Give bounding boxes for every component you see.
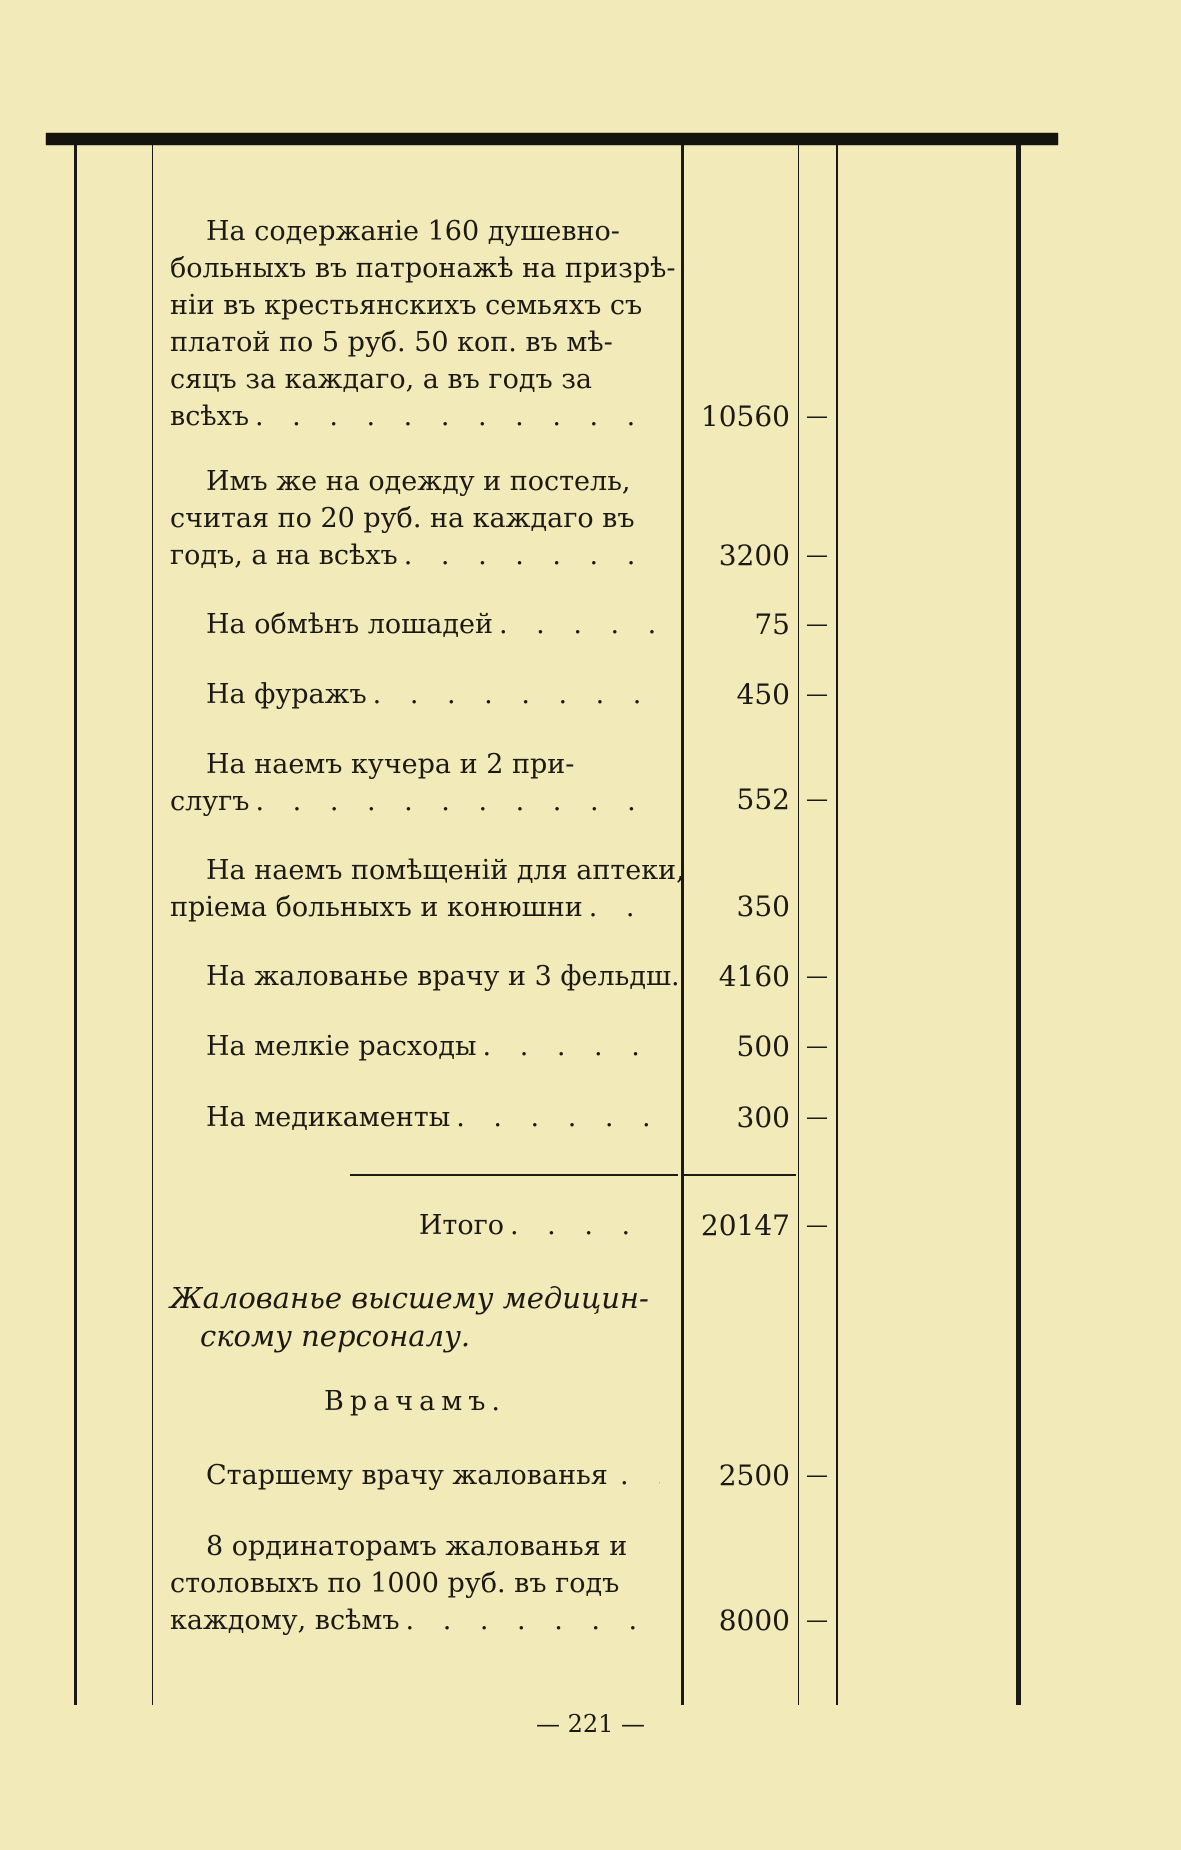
salary-item — [170, 1528, 660, 1639]
dot-leader — [483, 1028, 660, 1065]
dot-leader — [456, 1099, 660, 1136]
dot-leader — [255, 398, 660, 435]
expense-item — [170, 606, 660, 643]
total-kopecks: — — [806, 1213, 828, 1238]
column-rule — [152, 145, 153, 1705]
item-kopecks: — — [806, 404, 828, 429]
item-text: каждому, всѣмъ — [170, 1605, 400, 1636]
total-label: Итого — [418, 1210, 504, 1241]
dot-leader — [373, 676, 660, 713]
subheading: Врачамъ. — [324, 1386, 506, 1417]
item-text: ніи въ крестьянскихъ семьяхъ съ — [170, 290, 643, 321]
item-text: На наемъ кучера и 2 при- — [206, 749, 575, 780]
item-text: Имъ же на одежду и постель, — [206, 466, 631, 497]
item-amount: 350 — [736, 890, 790, 923]
dot-leader — [404, 537, 660, 574]
column-rule — [1016, 145, 1021, 1705]
total-amount: 20147 — [700, 1209, 790, 1242]
page-number: — 221 — — [535, 1710, 646, 1738]
salary-item — [170, 1457, 660, 1494]
item-text: больныхъ въ патронажѣ на призрѣ- — [170, 253, 676, 284]
item-amount: 2500 — [718, 1459, 790, 1492]
section-heading-line: скому персоналу. — [200, 1319, 471, 1353]
dot-leader — [255, 783, 660, 820]
top-rule — [46, 133, 1058, 145]
item-amount: 10560 — [700, 400, 790, 433]
item-text: На наемъ помѣщеній для аптеки, — [206, 855, 685, 886]
expense-item — [170, 852, 685, 926]
item-amount: 75 — [754, 608, 790, 641]
item-text: На обмѣнъ лошадей — [206, 609, 493, 640]
item-amount: 8000 — [718, 1604, 790, 1637]
column-rule — [74, 145, 77, 1705]
item-amount: 552 — [736, 783, 790, 816]
item-kopecks: — — [806, 1105, 828, 1130]
item-text: На содержаніе 160 душевно- — [206, 216, 620, 247]
expense-item — [170, 958, 680, 995]
item-text: На жалованье врачу и 3 фельдш. — [206, 961, 680, 992]
dot-leader — [499, 606, 660, 643]
item-kopecks: — — [806, 1463, 828, 1488]
item-text: На мелкіе расходы — [206, 1031, 477, 1062]
column-rule — [836, 145, 838, 1705]
column-rule — [798, 145, 799, 1705]
dot-leader — [589, 889, 660, 926]
item-amount: 4160 — [718, 960, 790, 993]
total-rule — [350, 1174, 678, 1176]
item-amount: 500 — [736, 1030, 790, 1063]
item-text: столовыхъ по 1000 руб. въ годъ — [170, 1568, 620, 1599]
section-heading-line: Жалованье высшему медицин- — [170, 1281, 649, 1315]
item-text: На медикаменты — [206, 1102, 451, 1133]
expense-item — [170, 1099, 660, 1136]
item-kopecks: — — [806, 964, 828, 989]
expense-item — [170, 463, 660, 574]
expense-item — [170, 213, 676, 435]
section-heading — [170, 1279, 660, 1355]
item-text: Старшему врачу жалованья — [206, 1460, 608, 1491]
item-kopecks: — — [806, 1608, 828, 1633]
item-kopecks: — — [806, 612, 828, 637]
expense-item — [170, 676, 660, 713]
item-amount: 450 — [736, 678, 790, 711]
dot-leader — [406, 1602, 660, 1639]
item-kopecks: — — [806, 1034, 828, 1059]
item-kopecks: — — [806, 543, 828, 568]
item-text: пріема больныхъ и конюшни — [170, 892, 583, 923]
item-text: всѣхъ — [170, 401, 250, 432]
item-text: 8 ординаторамъ жалованья и — [206, 1531, 628, 1562]
total-rule — [684, 1174, 796, 1176]
item-kopecks: — — [806, 787, 828, 812]
dot-leader — [510, 1207, 660, 1244]
dot-leader — [620, 1457, 660, 1494]
item-kopecks: — — [806, 682, 828, 707]
item-text: слугъ — [170, 786, 250, 817]
item-text: считая по 20 руб. на каждаго въ — [170, 503, 635, 534]
item-text: На фуражъ — [206, 679, 367, 710]
expense-item — [170, 746, 660, 820]
item-amount: 3200 — [718, 539, 790, 572]
item-text: сяцъ за каждаго, а въ годъ за — [170, 364, 593, 395]
item-text: годъ, а на всѣхъ — [170, 540, 398, 571]
item-text: платой по 5 руб. 50 коп. въ мѣ- — [170, 327, 613, 358]
total-row — [170, 1207, 660, 1244]
expense-item — [170, 1028, 660, 1065]
item-amount: 300 — [736, 1101, 790, 1134]
